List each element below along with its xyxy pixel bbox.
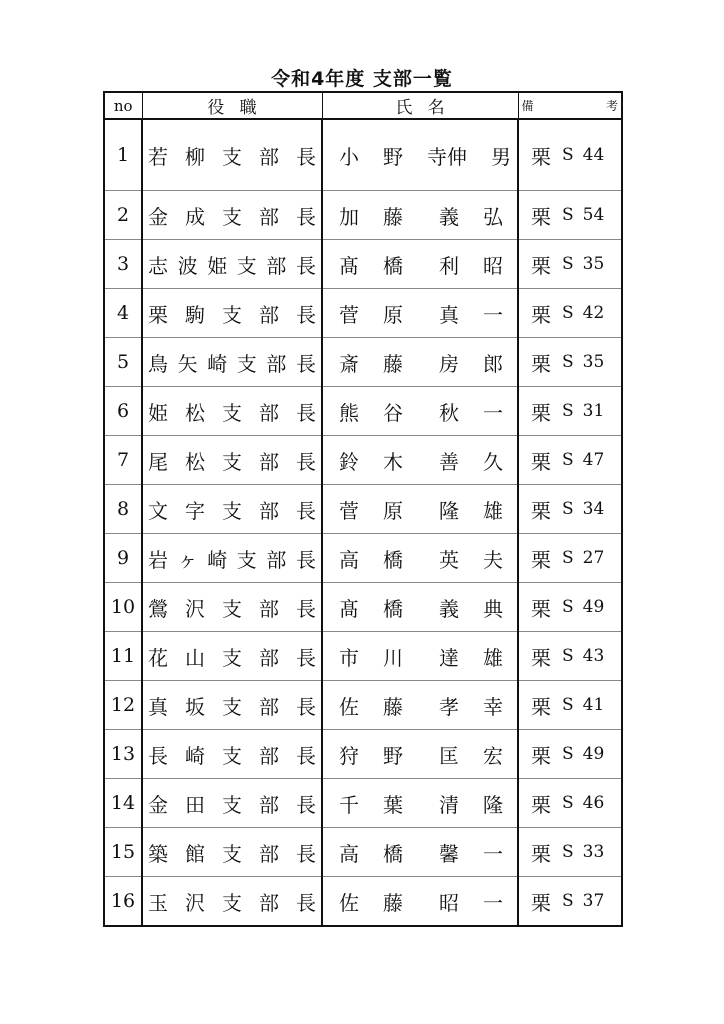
page-title: 令和4年度 支部一覧 [271,68,453,90]
table-row [104,828,622,877]
row-number: 1 [104,119,142,191]
note-era: S [562,352,574,372]
role-text: 鳥 矢 崎 支 部 長 [148,351,316,376]
given-name: 義 弘 [439,204,503,229]
note-place: 栗 [531,841,551,866]
note-era: S [562,744,574,764]
note-era: S [562,646,574,666]
role-cell [142,632,322,681]
table-row [104,191,622,240]
name-cell [322,877,518,927]
note-era: S [562,548,574,568]
family-name: 鈴 木 [339,449,403,474]
row-number: 16 [104,877,142,927]
row-number: 7 [104,436,142,485]
name-cell [322,534,518,583]
note-cell [518,877,622,927]
row-number: 11 [104,632,142,681]
note-place: 栗 [531,400,551,425]
family-name: 高 橋 [339,841,403,866]
row-number: 9 [104,534,142,583]
given-name: 真 一 [439,302,503,327]
note-cell [518,583,622,632]
name-cell [322,240,518,289]
note-year: 35 [582,352,605,372]
table-row [104,338,622,387]
role-text: 真 坂 支 部 長 [148,694,316,719]
note-cell [518,828,622,877]
family-name: 斎 藤 [339,351,403,376]
family-name: 佐 藤 [339,890,403,915]
role-cell [142,583,322,632]
row-number: 10 [104,583,142,632]
note-place: 栗 [531,596,551,621]
table-row [104,632,622,681]
note-year: 47 [582,450,605,470]
role-text: 鶯 沢 支 部 長 [148,596,316,621]
family-name: 菅 原 [339,498,403,523]
table-row [104,779,622,828]
family-name: 菅 原 [339,302,403,327]
family-name: 加 藤 [339,204,403,229]
row-number: 2 [104,191,142,240]
note-year: 43 [582,646,605,666]
note-cell [518,485,622,534]
given-name: 英 夫 [439,547,503,572]
note-cell [518,338,622,387]
row-number: 14 [104,779,142,828]
note-cell [518,289,622,338]
family-name: 髙 橋 [339,596,403,621]
role-cell [142,338,322,387]
note-year: 31 [582,401,605,421]
name-cell [322,779,518,828]
note-era: S [562,254,574,274]
note-era: S [562,499,574,519]
header-name: 氏名 [322,92,518,119]
note-year: 35 [582,254,605,274]
table-row [104,240,622,289]
row-number: 8 [104,485,142,534]
given-name: 秋 一 [439,400,503,425]
note-era: S [562,793,574,813]
family-name: 熊 谷 [339,400,403,425]
row-number: 15 [104,828,142,877]
table-row [104,730,622,779]
name-cell [322,387,518,436]
note-year: 46 [582,793,605,813]
name-cell [322,730,518,779]
role-cell [142,289,322,338]
role-cell [142,534,322,583]
header-note-right: 考 [605,99,618,113]
name-cell [322,681,518,730]
given-name: 善 久 [439,449,503,474]
table-row [104,681,622,730]
role-cell [142,436,322,485]
given-name: 伸 男 [447,144,511,169]
note-year: 41 [582,695,605,715]
note-era: S [562,205,574,225]
note-era: S [562,145,574,165]
given-name: 隆 雄 [439,498,503,523]
family-name: 狩 野 [339,743,403,768]
role-cell [142,779,322,828]
name-cell [322,828,518,877]
note-cell [518,240,622,289]
note-year: 49 [582,597,605,617]
role-text: 姫 松 支 部 長 [148,400,316,425]
role-text: 金 田 支 部 長 [148,792,316,817]
role-text: 栗 駒 支 部 長 [148,302,316,327]
name-cell [322,119,518,191]
family-name: 高 橋 [339,547,403,572]
note-year: 42 [582,303,605,323]
name-cell [322,632,518,681]
note-place: 栗 [531,694,551,719]
table-row [104,119,622,191]
name-cell [322,485,518,534]
row-number: 4 [104,289,142,338]
role-text: 志 波 姫 支 部 長 [148,253,316,278]
role-cell [142,681,322,730]
role-text: 文 字 支 部 長 [148,498,316,523]
role-text: 花 山 支 部 長 [148,645,316,670]
note-year: 44 [582,145,605,165]
note-era: S [562,597,574,617]
given-name: 馨 一 [439,841,503,866]
note-place: 栗 [531,144,551,169]
note-year: 27 [582,548,605,568]
role-text: 岩 ヶ 崎 支 部 長 [148,547,316,572]
role-text: 金 成 支 部 長 [148,204,316,229]
note-place: 栗 [531,547,551,572]
note-place: 栗 [531,890,551,915]
role-cell [142,877,322,927]
note-cell [518,119,622,191]
note-place: 栗 [531,743,551,768]
note-year: 33 [582,842,605,862]
note-place: 栗 [531,498,551,523]
note-cell [518,534,622,583]
note-place: 栗 [531,792,551,817]
role-text: 若 柳 支 部 長 [148,144,316,169]
note-era: S [562,303,574,323]
header-role: 役職 [142,92,322,119]
role-text: 尾 松 支 部 長 [148,449,316,474]
note-era: S [562,842,574,862]
family-name: 佐 藤 [339,694,403,719]
note-era: S [562,401,574,421]
table-row [104,877,622,927]
note-place: 栗 [531,645,551,670]
name-cell [322,289,518,338]
note-year: 34 [582,499,605,519]
name-cell [322,338,518,387]
header-no: no [104,92,142,119]
note-cell [518,191,622,240]
role-text: 玉 沢 支 部 長 [148,890,316,915]
table-row [104,436,622,485]
branch-list-table [103,91,623,927]
note-place: 栗 [531,253,551,278]
name-cell [322,191,518,240]
table-row [104,534,622,583]
note-era: S [562,450,574,470]
table-row [104,583,622,632]
note-era: S [562,891,574,911]
given-name: 昭 一 [439,890,503,915]
note-cell [518,387,622,436]
given-name: 房 郎 [439,351,503,376]
note-cell [518,779,622,828]
note-place: 栗 [531,449,551,474]
given-name: 義 典 [439,596,503,621]
name-cell [322,583,518,632]
row-number: 5 [104,338,142,387]
family-name: 髙 橋 [339,253,403,278]
role-cell [142,191,322,240]
note-era: S [562,695,574,715]
note-year: 54 [582,205,605,225]
role-text: 築 館 支 部 長 [148,841,316,866]
given-name: 清 隆 [439,792,503,817]
table-row [104,485,622,534]
name-cell [322,436,518,485]
given-name: 孝 幸 [439,694,503,719]
header-note-left: 備 [521,99,534,113]
row-number: 3 [104,240,142,289]
header-row [104,92,622,119]
note-place: 栗 [531,204,551,229]
role-text: 長 崎 支 部 長 [148,743,316,768]
note-year: 37 [582,891,605,911]
family-name: 市 川 [339,645,403,670]
role-cell [142,240,322,289]
note-cell [518,436,622,485]
note-cell [518,632,622,681]
header-note [518,92,622,119]
role-cell [142,387,322,436]
family-name: 千 葉 [339,792,403,817]
note-place: 栗 [531,302,551,327]
row-number: 13 [104,730,142,779]
note-cell [518,730,622,779]
row-number: 12 [104,681,142,730]
note-cell [518,681,622,730]
role-cell [142,119,322,191]
role-cell [142,485,322,534]
note-year: 49 [582,744,605,764]
given-name: 利 昭 [439,253,503,278]
note-place: 栗 [531,351,551,376]
role-cell [142,828,322,877]
given-name: 達 雄 [439,645,503,670]
table-row [104,289,622,338]
table-row [104,387,622,436]
given-name: 匡 宏 [439,743,503,768]
row-number: 6 [104,387,142,436]
family-name: 小 野 寺 [339,144,447,169]
role-cell [142,730,322,779]
